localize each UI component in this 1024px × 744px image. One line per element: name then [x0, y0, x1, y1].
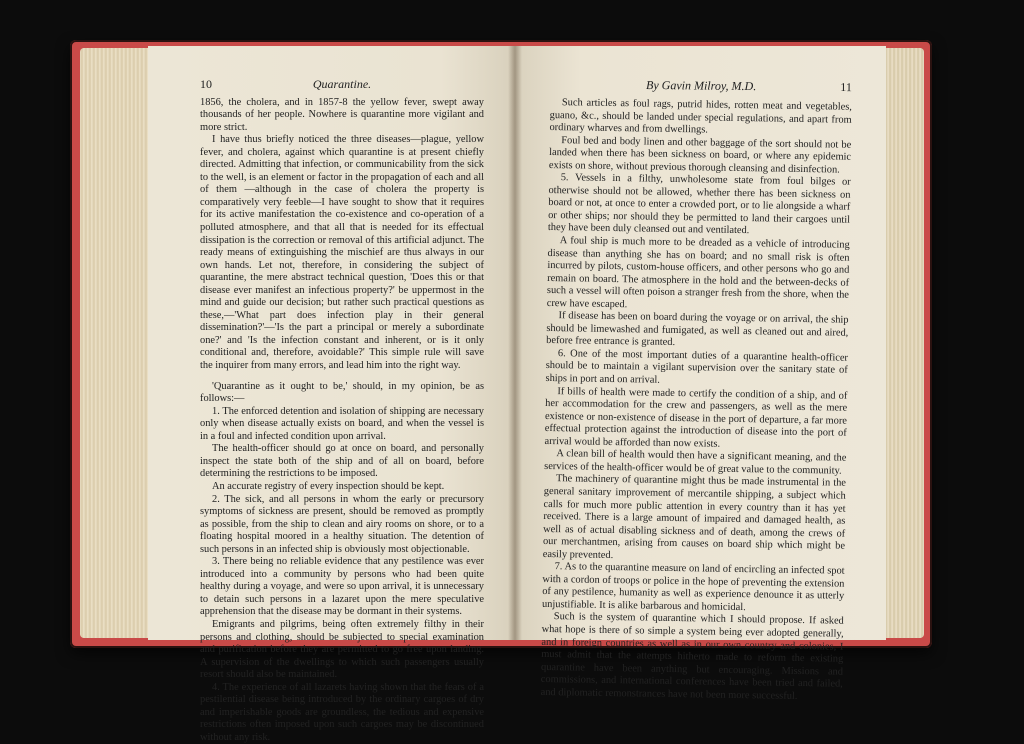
- left-page-edges: [80, 48, 150, 638]
- paragraph: 4. The experience of all lazarets having shown that the fears of a pestilential disease being introduced by the ordinary cargoes of dry and imperishable goods are groundless, the tedious and expensive restrictions often imposed upon such cargoes may be discontinued without any risk.: [200, 681, 484, 743]
- paragraph: 1856, the cholera, and in 1857-8 the yellow fever, swept away thousands of her people. Nowhere is quarantine more vigilant and more strict.: [200, 96, 484, 133]
- book-gutter: [508, 46, 522, 640]
- paragraph: Emigrants and pilgrims, being often extremely filthy in their persons and clothing, should be subjected to special examination and purification before they are permitted to go free upon landing. A supervision of the dwellings to which such passengers usually resort should also be maintained.: [200, 618, 484, 681]
- paragraph: I have thus briefly noticed the three diseases—plague, yellow fever, and cholera, against which quarantine is at present chiefly directed. Admitting that infection, or communicability from the sick to the well, is an element or factor in the propagation of each and all of them —although in the case of cholera the property is comparatively very feeble—I have sought to show that it requires for its active manifestation the co-existence and co-operation of a polluted atmosphere, and that all that is needed for its effectual dissipation is the correction or removal of this artificial adjunct. The ready means of extinguishing the mischief are thus always in our own hands. Let not, therefore, in considering the subject of quarantine, the mere abstract technical question, 'Does this or that disease ever manifest an infectious property?' be uppermost in the mind and guide our decision; but rather such practical questions as these,—'What part does infection play in their general dissemination?'—'Is the part a principal or merely a subordinate one?' and 'Is the infection constant and inherent, or is it only conditional and, therefore, avoidable?' This simple rule will save the inquirer from many errors, and lead him into the right way.: [200, 134, 484, 372]
- left-page-number: 10: [200, 77, 212, 91]
- left-page: [148, 46, 514, 743]
- left-page-text: [200, 97, 484, 744]
- right-running-title: By Gavin Milroy, M.D.: [645, 78, 757, 94]
- paragraph: 5. Vessels in a filthy, unwholesome state from foul bilges or otherwise should not be allowed, whether there has been sickness on board or not, at once to enter a crowded port, or to lie alongside a wharf or other ships; nor should they be permitted to land their cargoes until they have been duly cleansed out and ventilated.: [547, 172, 851, 237]
- paragraph: An accurate registry of every inspection should be kept.: [212, 480, 445, 492]
- paragraph: Such is the system of quarantine which I should propose. If asked what hope is there of so simple a system being ever adopted generally, and in foreign countries as well as in our own country and colonies, I must admit that the attempts hitherto made to reform the existing quarantine have been anything but encouraging. Missions and commissions, and international conferences have been tried and failed, and diplomatic remonstrances have not been more successful.: [540, 611, 844, 702]
- paragraph: If disease has been on board during the voyage or on arrival, the ship should be limewashed and fumigated, as well as cleaned out and aired, before free entrance is granted.: [546, 310, 849, 348]
- paragraph: A foul ship is much more to be dreaded as a vehicle of introducing disease than anything she has on board; and no small risk is often incurred by pilots, custom-house officers, and other persons who go and remain on board. The atmosphere in the hold and the between-decks of such a vessel will often poison a stranger fresh from the shore, when the crew have escaped.: [546, 234, 850, 310]
- right-page-edges: [880, 48, 924, 638]
- right-page-number: 11: [840, 80, 852, 95]
- paragraph: 2. The sick, and all persons in whom the early or precursory symptoms of sickness are present, should be removed as promptly as possible, from the ship to clean and airy rooms on shore, or to a floating hospital moored in a healthy situation. The detention of such persons in an infected ship is obviously most objectionable.: [200, 493, 484, 555]
- paragraph: The machinery of quarantine might thus be made instrumental in the general sanitary improvement of mercantile shipping, a subject which calls for much more public attention in every country than it has yet received. There is a large amount of impaired and damaged health, as well as of actual disabling sickness and of death, among the crews of our merchantmen, arising from causes on board ship which might be easily prevented.: [542, 473, 847, 561]
- paragraph: Such articles as foul rags, putrid hides, rotten meat and vegetables, guano, &c., should be landed under special regulations, and apart from ordinary wharves and from dwellings.: [549, 96, 852, 136]
- paragraph: 6. One of the most important duties of a quarantine health-officer should be to maintain a vigilant supervision over the sanitary state of ships in port and on arrival.: [545, 347, 849, 386]
- paragraph: 1. The enforced detention and isolation of shipping are necessary only when disease actually exists on board, and when the vessel is in a foul and infected condition upon arrival.: [200, 405, 484, 442]
- paragraph: The health-officer should go at once on board, and personally inspect the state both of the ship and of all on board, before determining the restrictions to be imposed.: [200, 443, 484, 480]
- paragraph: Foul bed and body linen and other baggage of the sort should not be landed when there has been sickness on board, or where any epidemic exists on shore, without previous thorough cleansing and disinfection.: [548, 134, 852, 175]
- paragraph: 7. As to the quarantine measure on land of encircling an infected spot with a cordon of troops or police in the hope of preventing the extension of any pestilence, humanity as well as experience denounce it as utterly unjustifiable. It is alike barbarous and homicidal.: [541, 560, 845, 613]
- right-page: [514, 46, 886, 702]
- left-running-head: [200, 78, 484, 91]
- paragraph: 3. There being no reliable evidence that any pestilence was ever introduced into a community by persons who had been quite healthy during a voyage, and were so upon arrival, it is unnecessary to detain such persons in a lazaret upon the mere speculative apprehension that the disease may be dormant in their systems.: [200, 556, 484, 618]
- paragraph: 'Quarantine as it ought to be,' should, in my opinion, be as follows:—: [200, 380, 484, 405]
- left-running-title: Quarantine.: [312, 77, 372, 91]
- right-running-head: [550, 78, 852, 94]
- paragraph: A clean bill of health would then have a significant meaning, and the services of the health-officer would be of great value to the community.: [544, 448, 847, 477]
- right-page-text: [541, 97, 852, 704]
- paragraph: If bills of health were made to certify the condition of a ship, and of her accommodation for the crew and passengers, as well as the mere existence or non-existence of disease in the port of departure, a far more effectual protection against the introduction of disease into the port of arrival would be afforded than now exists.: [544, 385, 848, 450]
